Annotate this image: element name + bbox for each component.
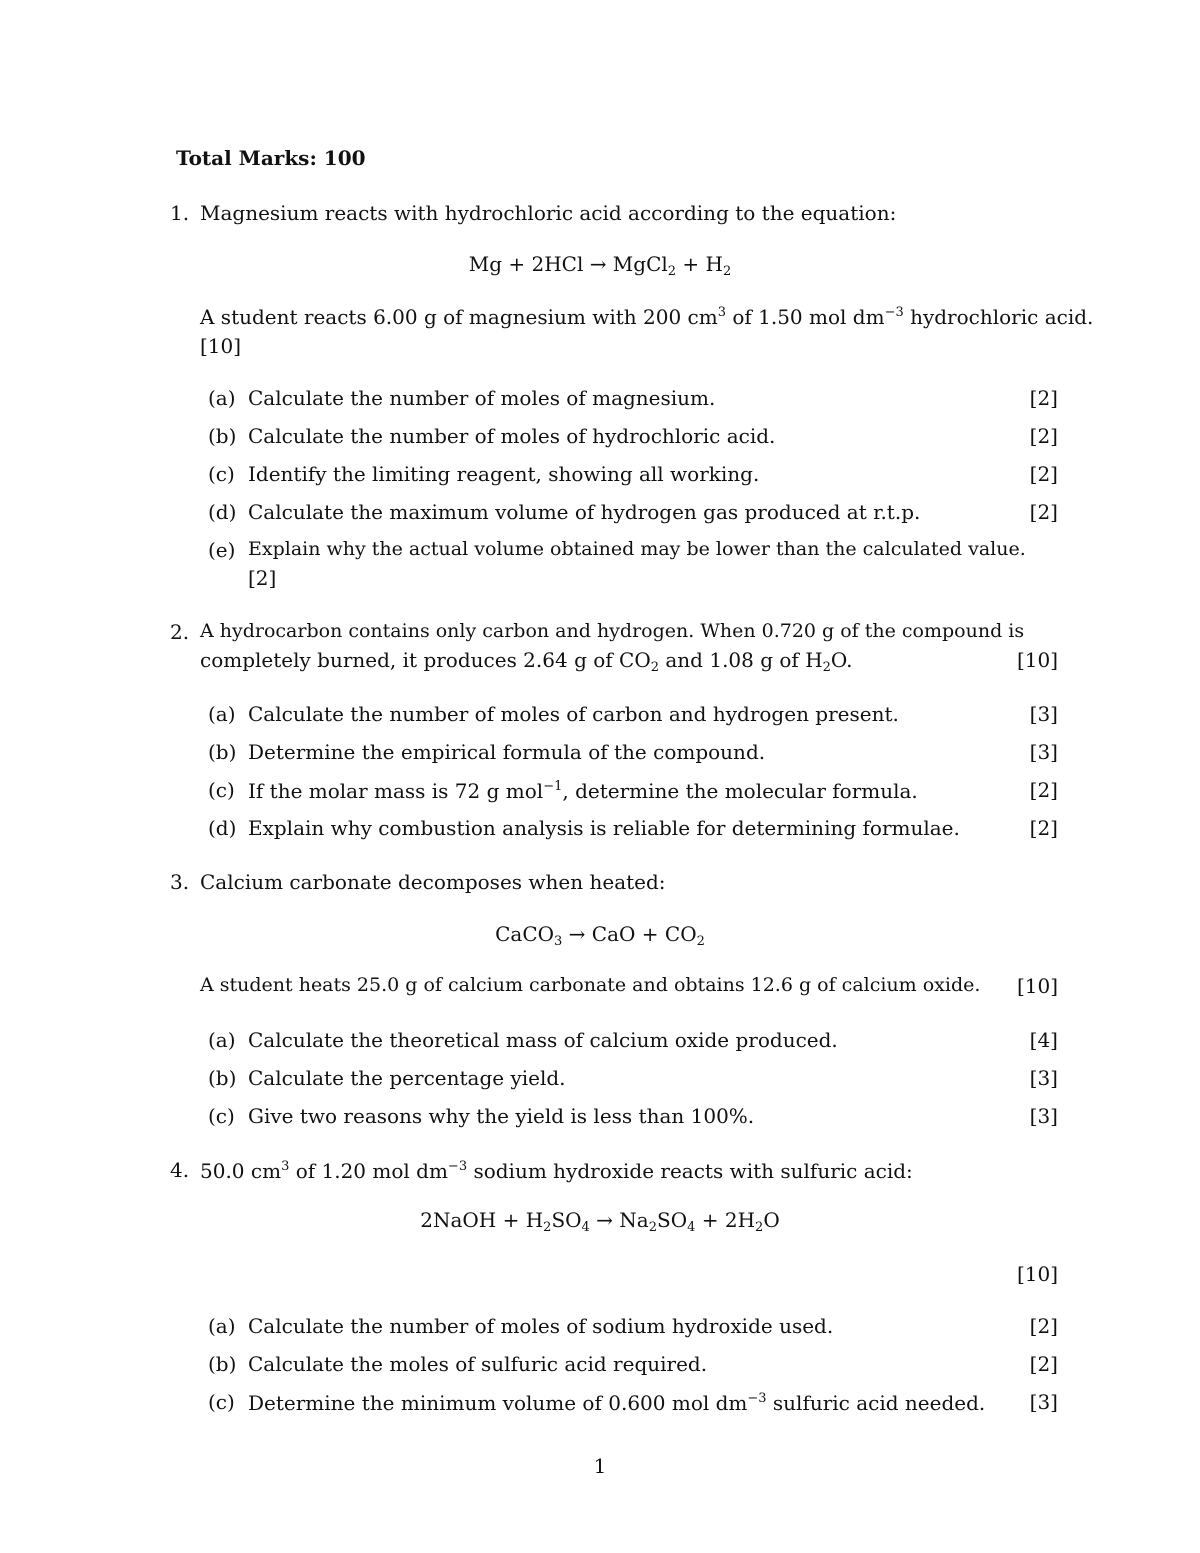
q4c-label: (c) — [208, 1390, 235, 1414]
q3c-label: (c) — [208, 1104, 235, 1128]
q1-intro: Magnesium reacts with hydrochloric acid according to the equation: — [200, 201, 897, 225]
q1-number: 1. — [170, 201, 190, 225]
q3-stem: A student heats 25.0 g of calcium carbonate and obtains 12.6 g of calcium oxide. — [200, 974, 981, 996]
q2d-label: (d) — [208, 816, 237, 840]
q3a-text: Calculate the theoretical mass of calcium oxide produced. — [248, 1028, 838, 1052]
q4-number: 4. — [170, 1158, 190, 1182]
q1b-text: Calculate the number of moles of hydrochloric acid. — [248, 424, 776, 448]
q1a-text: Calculate the number of moles of magnesium. — [248, 386, 716, 410]
q1d-marks: [2] — [1029, 500, 1058, 524]
q1-stem: A student reacts 6.00 g of magnesium with 200 $cm^3$ of 1.50 mol $dm^{-3}$ hydrochloric acid. — [200, 305, 1094, 329]
q4a-label: (a) — [208, 1314, 236, 1338]
q4a-text: Calculate the number of moles of sodium hydroxide used. — [248, 1314, 834, 1338]
q3c-text: Give two reasons why the yield is less than 100%. — [248, 1104, 755, 1128]
q2b-marks: [3] — [1029, 740, 1058, 764]
q4c-marks: [3] — [1029, 1390, 1058, 1414]
q3b-marks: [3] — [1029, 1066, 1058, 1090]
q2b-label: (b) — [208, 740, 237, 764]
q2-number: 2. — [170, 620, 190, 644]
q1c-text: Identify the limiting reagent, showing all working. — [248, 462, 760, 486]
q1e-label: (e) — [208, 538, 236, 562]
q3-intro: Calcium carbonate decomposes when heated: — [200, 870, 666, 894]
q2c-marks: [2] — [1029, 778, 1058, 802]
q4a-marks: [2] — [1029, 1314, 1058, 1338]
q1b-marks: [2] — [1029, 424, 1058, 448]
q4b-label: (b) — [208, 1352, 237, 1376]
q1d-text: Calculate the maximum volume of hydrogen gas produced at r.t.p. — [248, 500, 921, 524]
q1a-label: (a) — [208, 386, 236, 410]
q3b-text: Calculate the percentage yield. — [248, 1066, 566, 1090]
q3-equation: CaCO$_3$ → CaO + $CO_2$ — [495, 922, 705, 949]
q3c-marks: [3] — [1029, 1104, 1058, 1128]
q2d-text: Explain why combustion analysis is reliable for determining formulae. — [248, 816, 960, 840]
q2-line2: completely burned, it produces 2.64 g of $CO_2$ and 1.08 g of $H_2O$. — [200, 648, 853, 675]
q2a-text: Calculate the number of moles of carbon and hydrogen present. — [248, 702, 899, 726]
q1a-marks: [2] — [1029, 386, 1058, 410]
q2b-text: Determine the empirical formula of the compound. — [248, 740, 766, 764]
q4-marks: [10] — [1016, 1262, 1058, 1286]
q2a-marks: [3] — [1029, 702, 1058, 726]
q3-marks: [10] — [1016, 974, 1058, 998]
q4b-text: Calculate the moles of sulfuric acid required. — [248, 1352, 708, 1376]
q1e-text: Explain why the actual volume obtained may be lower than the calculated value. — [248, 538, 1026, 560]
q2c-text: If the molar mass is 72 g mol$^{-1}$, determine the molecular formula. — [248, 779, 918, 803]
q1c-label: (c) — [208, 462, 235, 486]
q4-equation: 2NaOH + $H_2SO_4 \to Na_2SO_4 + 2H_2O$ — [420, 1208, 780, 1235]
q2c-label: (c) — [208, 778, 235, 802]
q4-intro: 50.0 $cm^3$ of 1.20 mol $dm^{-3}$ sodium hydroxide reacts with sulfuric acid: — [200, 1159, 913, 1183]
q2d-marks: [2] — [1029, 816, 1058, 840]
page-number: 1 — [593, 1454, 607, 1478]
q1c-marks: [2] — [1029, 462, 1058, 486]
q4b-marks: [2] — [1029, 1352, 1058, 1376]
q2-marks: [10] — [1016, 648, 1058, 672]
q2a-label: (a) — [208, 702, 236, 726]
q3a-marks: [4] — [1029, 1028, 1058, 1052]
q1e-marks: [2] — [248, 566, 277, 590]
q1-marks: [10] — [200, 334, 242, 358]
q1b-label: (b) — [208, 424, 237, 448]
q3-number: 3. — [170, 870, 190, 894]
total-marks-heading: Total Marks: 100 — [176, 146, 366, 170]
q4c-text: Determine the minimum volume of 0.600 mol $dm^{-3}$ sulfuric acid needed. — [248, 1391, 986, 1415]
q3b-label: (b) — [208, 1066, 237, 1090]
q2-line1: A hydrocarbon contains only carbon and hydrogen. When 0.720 g of the compound is — [200, 620, 1025, 642]
q1-equation: Mg + 2HCl → MgCl$_2$ + $H_2$ — [468, 252, 732, 279]
q1d-label: (d) — [208, 500, 237, 524]
q3a-label: (a) — [208, 1028, 236, 1052]
